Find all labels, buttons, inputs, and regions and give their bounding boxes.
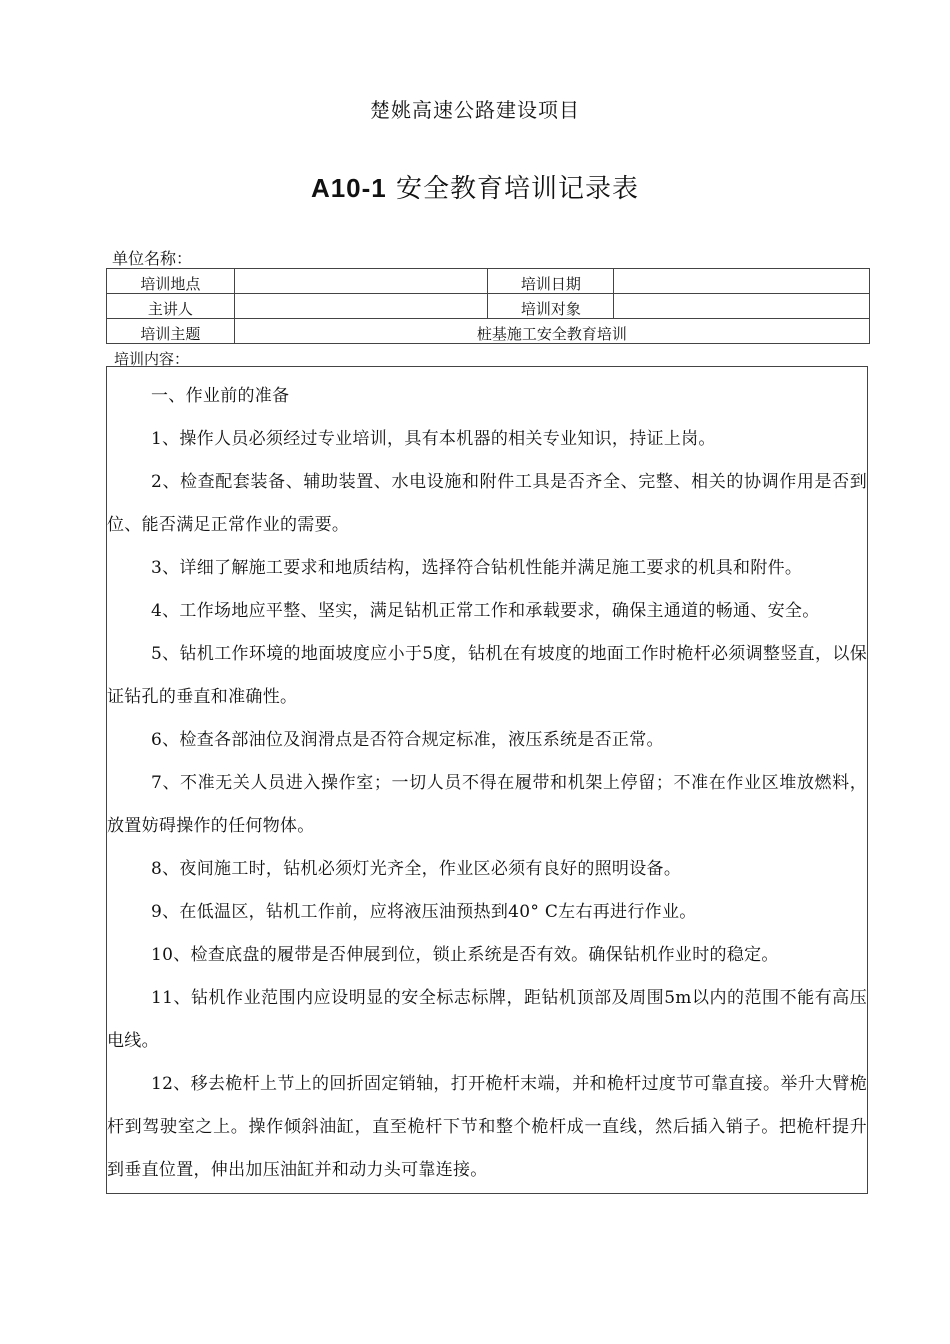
content-paragraph: 9、在低温区，钻机工作前，应将液压油预热到40° C左右再进行作业。 (151, 902, 697, 922)
date-value[interactable] (614, 269, 870, 294)
content-paragraph: 7、不准无关人员进入操作室；一切人员不得在履带和机架上停留；不准在作业区堆放燃料，放置妨碍操作的任何物体。 (107, 773, 867, 836)
speaker-label: 主讲人 (107, 294, 235, 319)
table-row (107, 294, 870, 319)
content-paragraph: 12、移去桅杆上节上的回折固定销轴，打开桅杆末端，并和桅杆过度节可靠直接。举升大臂桅杆到驾驶室之上。操作倾斜油缸，直至桅杆下节和整个桅杆成一直线，然后插入销子。把桅杆提升到垂直位置，伸出加压油缸并和动力头可靠连接。 (107, 1074, 867, 1180)
content-paragraph: 8、夜间施工时，钻机必须灯光齐全，作业区必须有良好的照明设备。 (151, 859, 682, 879)
content-label: 培训内容： (114, 350, 190, 368)
topic-value[interactable]: 桩基施工安全教育培训 (234, 319, 869, 344)
content-paragraph: 2、检查配套装备、辅助装置、水电设施和附件工具是否齐全、完整、相关的协调作用是否到位、能否满足正常作业的需要。 (107, 472, 867, 535)
table-row (107, 269, 870, 294)
form-name: 安全教育培训记录表 (396, 174, 640, 204)
content-paragraph: 11、钻机作业范围内应设明显的安全标志标牌，距钻机顶部及周围5m以内的范围不能有高压电线。 (107, 988, 867, 1051)
content-paragraph: 4、工作场地应平整、坚实，满足钻机正常工作和承载要求，确保主通道的畅通、安全。 (151, 601, 820, 621)
content-paragraph: 6、检查各部油位及润滑点是否符合规定标准，液压系统是否正常。 (151, 730, 664, 750)
audience-value[interactable] (614, 294, 870, 319)
content-paragraph: 3、详细了解施工要求和地质结构，选择符合钻机性能并满足施工要求的机具和附件。 (151, 558, 803, 578)
table-row (107, 319, 870, 344)
form-code: A10-1 (310, 173, 387, 203)
project-title: 楚姚高速公路建设项目 (370, 98, 580, 122)
content-paragraph: 5、钻机工作环境的地面坡度应小于5度，钻机在有坡度的地面工作时桅杆必须调整竖直，以保证钻孔的垂直和准确性。 (107, 644, 867, 707)
training-info-table (106, 268, 870, 344)
speaker-value[interactable] (234, 294, 488, 319)
location-label: 培训地点 (107, 269, 235, 294)
training-content-box (106, 366, 868, 1194)
unit-name-label: 单位名称： (112, 249, 193, 268)
form-title (0, 168, 950, 205)
topic-label: 培训主题 (107, 319, 235, 344)
date-label: 培训日期 (488, 269, 614, 294)
content-paragraph: 10、检查底盘的履带是否伸展到位，锁止系统是否有效。确保钻机作业时的稳定。 (151, 945, 779, 965)
content-paragraph: 1、操作人员必须经过专业培训，具有本机器的相关专业知识，持证上岗。 (151, 429, 716, 449)
content-paragraph: 一、作业前的准备 (151, 386, 290, 406)
audience-label: 培训对象 (488, 294, 614, 319)
location-value[interactable] (234, 269, 488, 294)
